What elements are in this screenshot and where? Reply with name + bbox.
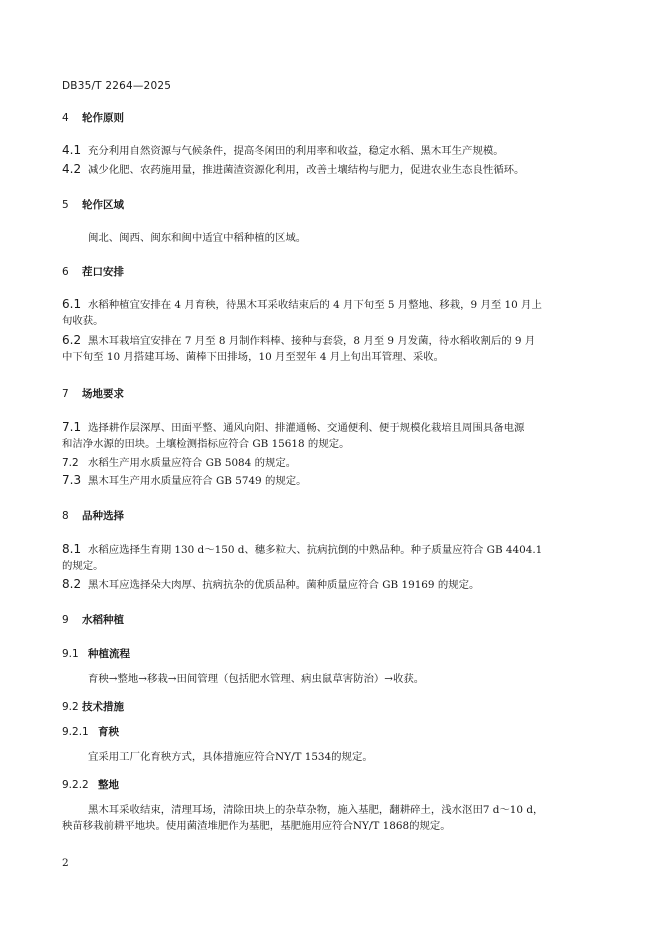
clause-text: 水稻生产用水质量应符合 GB 5084 的规定。 bbox=[88, 457, 297, 469]
clause-text: 选择耕作层深厚、田面平整、通风向阳、排灌通畅、交通便利、便于规模化栽培且周围具备电源 bbox=[88, 422, 525, 434]
section-number: 6 bbox=[62, 266, 69, 278]
section-9-1-heading bbox=[62, 646, 130, 661]
section-5-heading bbox=[62, 197, 124, 212]
section-number: 5 bbox=[62, 199, 69, 211]
clause-4-1 bbox=[62, 142, 602, 159]
clause-number: 4.1 bbox=[62, 143, 82, 157]
clause-7-2 bbox=[62, 455, 602, 471]
land-preparation-text bbox=[62, 802, 602, 834]
section-title: 轮作区域 bbox=[82, 199, 124, 211]
clause-8-2 bbox=[62, 576, 602, 593]
clause-text-continued: 中下旬至 10 月搭建耳场、菌棒下田排场，10 月至翌年 4 月上旬出耳管理、采收。 bbox=[62, 351, 445, 363]
section-9-heading bbox=[62, 612, 124, 627]
clause-text: 减少化肥、农药施用量，推进菌渣资源化利用，改善土壤结构与肥力，促进农业生态良性循环。 bbox=[88, 164, 525, 176]
clause-number: 8.1 bbox=[62, 542, 82, 556]
clause-text: 水稻应选择生育期 130 d～150 d、穗多粒大、抗病抗倒的中熟品种。种子质量应符合 GB 4404.1 bbox=[88, 544, 543, 556]
section-number: 9.1 bbox=[62, 648, 79, 660]
paragraph-line: 黑木耳采收结束，清理耳场，清除田块上的杂草杂物，施入基肥，翻耕碎土，浅水沤田7 d～10 d， bbox=[88, 804, 544, 816]
section-title: 品种选择 bbox=[82, 510, 124, 522]
clause-text: 水稻种植宜安排在 4 月育秧，待黑木耳采收结束后的 4 月下旬至 5 月整地、移栽，9 月至 10 月上 bbox=[88, 299, 542, 311]
section-9-2-heading bbox=[62, 699, 124, 714]
clause-text: 黑木耳生产用水质量应符合 GB 5749 的规定。 bbox=[88, 475, 307, 487]
section-5-text: 闽北、闽西、闽东和闽中适宜中稻种植的区域。 bbox=[88, 232, 307, 244]
page-number: 2 bbox=[62, 857, 69, 869]
section-number: 9.2.2 bbox=[62, 779, 89, 791]
section-9-2-1-heading bbox=[62, 724, 119, 739]
clause-number: 7.2 bbox=[62, 457, 79, 469]
clause-number: 6.2 bbox=[62, 333, 82, 347]
clause-text: 黑木耳应选择朵大肉厚、抗病抗杂的优质品种。菌种质量应符合 GB 19169 的规定。 bbox=[88, 579, 480, 591]
clause-number: 7.1 bbox=[62, 420, 82, 434]
section-number: 8 bbox=[62, 510, 69, 522]
clause-number: 6.1 bbox=[62, 297, 82, 311]
section-number: 7 bbox=[62, 388, 69, 400]
section-number: 9.2 bbox=[62, 701, 79, 713]
seedling-text: 宜采用工厂化育秧方式，具体措施应符合NY/T 1534的规定。 bbox=[88, 751, 373, 763]
section-title: 轮作原则 bbox=[82, 112, 124, 124]
section-title: 种植流程 bbox=[88, 648, 130, 660]
section-title: 整地 bbox=[98, 779, 119, 791]
section-7-heading bbox=[62, 386, 124, 401]
clause-7-3 bbox=[62, 472, 602, 489]
clause-7-1 bbox=[62, 419, 602, 452]
section-6-heading bbox=[62, 264, 124, 279]
section-title: 育秧 bbox=[98, 726, 119, 738]
section-number: 9 bbox=[62, 614, 69, 626]
clause-4-2 bbox=[62, 161, 602, 178]
clause-text: 充分利用自然资源与气候条件，提高冬闲田的利用率和收益，稳定水稻、黑木耳生产规模。 bbox=[88, 145, 504, 157]
section-number: 9.2.1 bbox=[62, 726, 89, 738]
clause-6-2 bbox=[62, 332, 602, 365]
section-title: 水稻种植 bbox=[82, 614, 124, 626]
planting-flow-text: 育秧→整地→移栽→田间管理（包括肥水管理、病虫鼠草害防治）→收获。 bbox=[88, 673, 425, 685]
section-number: 4 bbox=[62, 112, 69, 124]
section-title: 茬口安排 bbox=[82, 266, 124, 278]
clause-number: 7.3 bbox=[62, 473, 82, 487]
section-8-heading bbox=[62, 508, 124, 523]
clause-text: 黑木耳栽培宜安排在 7 月至 8 月制作料棒、接种与套袋，8 月至 9 月发菌，待水稻收割后的 9 月 bbox=[88, 335, 536, 347]
document-code: DB35/T 2264—2025 bbox=[62, 80, 172, 92]
clause-number: 8.2 bbox=[62, 577, 82, 591]
paragraph-line-continued: 秧苗移栽前耕平地块。使用菌渣堆肥作为基肥，基肥施用应符合NY/T 1868的规定。 bbox=[62, 820, 451, 832]
clause-number: 4.2 bbox=[62, 162, 82, 176]
section-4-heading bbox=[62, 110, 124, 125]
clause-8-1 bbox=[62, 541, 602, 574]
section-title: 技术措施 bbox=[82, 701, 124, 713]
clause-text-continued: 和洁净水源的田块。土壤检测指标应符合 GB 15618 的规定。 bbox=[62, 438, 350, 450]
section-9-2-2-heading bbox=[62, 777, 119, 792]
clause-6-1 bbox=[62, 296, 602, 329]
section-title: 场地要求 bbox=[82, 388, 124, 400]
clause-text-continued: 旬收获。 bbox=[62, 315, 104, 327]
clause-text-continued: 的规定。 bbox=[62, 560, 104, 572]
